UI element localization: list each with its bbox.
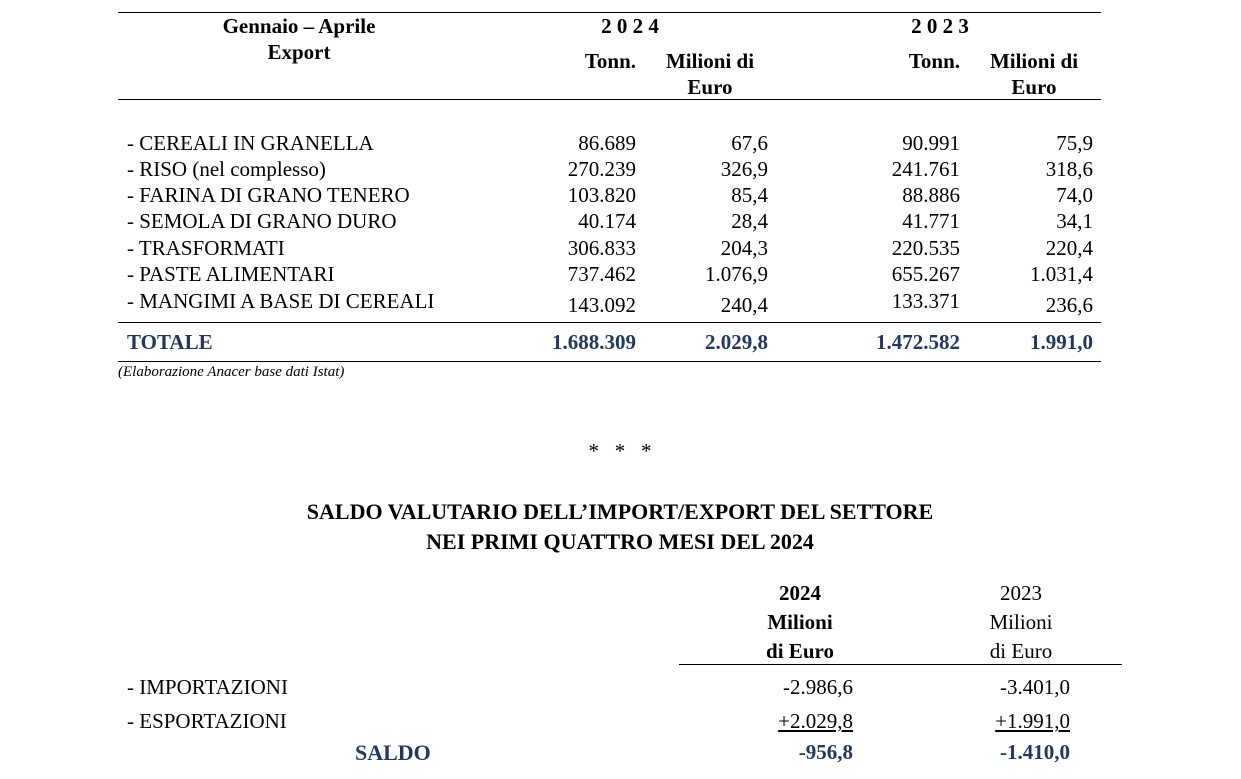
cell-tonn-2023: 241.761 — [891, 157, 960, 181]
esportazioni-label: - ESPORTAZIONI — [127, 709, 287, 733]
total-milioni-2023: 1.991,0 — [1030, 330, 1093, 354]
saldo-col-2023-line2: Milioni — [989, 610, 1053, 634]
row-label: - MANGIMI A BASE DI CEREALI — [127, 289, 435, 313]
cell-tonn-2023: 220.535 — [891, 236, 960, 260]
year-2024-header: 2 0 2 4 — [601, 14, 659, 38]
row-label: - SEMOLA DI GRANO DURO — [127, 209, 397, 233]
separator-stars: * * * — [588, 439, 652, 463]
cell-milioni-2023: 74,0 — [1056, 183, 1093, 207]
total-tonn-2023: 1.472.582 — [876, 330, 960, 354]
saldo-col-2024-year: 2024 — [779, 581, 821, 605]
total-tonn-2024: 1.688.309 — [552, 330, 636, 354]
total-milioni-2024: 2.029,8 — [705, 330, 768, 354]
cell-milioni-2023: 34,1 — [1056, 209, 1093, 233]
saldo-header-rule — [679, 664, 1122, 665]
cell-milioni-2024: 28,4 — [731, 209, 768, 233]
saldo-title-line2: NEI PRIMI QUATTRO MESI DEL 2024 — [426, 529, 814, 554]
cell-milioni-2024: 204,3 — [720, 236, 768, 260]
saldo-2023: -1.410,0 — [1000, 740, 1070, 764]
saldo-title-line1: SALDO VALUTARIO DELL’IMPORT/EXPORT DEL SETTORE — [306, 499, 934, 524]
row-label: - FARINA DI GRANO TENERO — [127, 183, 410, 207]
cell-tonn-2024: 143.092 — [567, 293, 636, 317]
corner-title-line1: Gennaio – Aprile — [222, 14, 376, 38]
cell-milioni-2024: 240,4 — [720, 293, 768, 317]
cell-tonn-2023: 133.371 — [891, 289, 960, 313]
cell-tonn-2023: 41.771 — [902, 209, 960, 233]
table-top-rule — [118, 12, 1101, 13]
source-note: (Elaborazione Anacer base dati Istat) — [118, 364, 345, 380]
cell-milioni-2024: 1.076,9 — [705, 262, 768, 286]
esportazioni-2023: +1.991,0 — [995, 709, 1070, 733]
importazioni-2024: -2.986,6 — [783, 675, 853, 699]
cell-milioni-2023: 318,6 — [1045, 157, 1093, 181]
esportazioni-2024: +2.029,8 — [778, 709, 853, 733]
header-bottom-rule — [118, 99, 1101, 100]
row-label: - PASTE ALIMENTARI — [127, 262, 335, 286]
col-tonn-2024: Tonn. — [584, 49, 636, 73]
saldo-col-2023-line3: di Euro — [989, 639, 1053, 663]
table-bottom-rule — [118, 361, 1101, 362]
year-2023-header: 2 0 2 3 — [911, 14, 969, 38]
saldo-2024: -956,8 — [798, 740, 853, 764]
corner-title-line2: Export — [267, 40, 331, 64]
cell-tonn-2023: 655.267 — [891, 262, 960, 286]
cell-tonn-2023: 88.886 — [902, 183, 960, 207]
cell-tonn-2024: 737.462 — [567, 262, 636, 286]
cell-milioni-2024: 67,6 — [731, 131, 768, 155]
col-milioni-2024-line1: Milioni di — [665, 49, 755, 73]
cell-tonn-2024: 86.689 — [578, 131, 636, 155]
cell-tonn-2023: 90.991 — [902, 131, 960, 155]
saldo-label: SALDO — [355, 740, 431, 765]
col-milioni-2023-line2: Euro — [1011, 75, 1057, 99]
col-milioni-2024-line2: Euro — [687, 75, 733, 99]
importazioni-2023: -3.401,0 — [1000, 675, 1070, 699]
cell-tonn-2024: 270.239 — [567, 157, 636, 181]
total-label: TOTALE — [127, 330, 213, 354]
row-label: - TRASFORMATI — [127, 236, 285, 260]
saldo-col-2023-year: 2023 — [1000, 581, 1042, 605]
saldo-col-2024-line2: Milioni — [767, 610, 833, 634]
cell-milioni-2024: 85,4 — [731, 183, 768, 207]
row-label: - RISO (nel complesso) — [127, 157, 326, 181]
importazioni-label: - IMPORTAZIONI — [127, 675, 288, 699]
cell-tonn-2024: 103.820 — [567, 183, 636, 207]
col-milioni-2023-line1: Milioni di — [989, 49, 1079, 73]
cell-milioni-2024: 326,9 — [720, 157, 768, 181]
total-top-rule — [118, 322, 1101, 323]
cell-tonn-2024: 40.174 — [578, 209, 636, 233]
cell-milioni-2023: 75,9 — [1056, 131, 1093, 155]
col-tonn-2023: Tonn. — [908, 49, 960, 73]
cell-tonn-2024: 306.833 — [567, 236, 636, 260]
cell-milioni-2023: 220,4 — [1045, 236, 1093, 260]
row-label: - CEREALI IN GRANELLA — [127, 131, 374, 155]
cell-milioni-2023: 1.031,4 — [1030, 262, 1093, 286]
saldo-col-2024-line3: di Euro — [766, 639, 834, 663]
cell-milioni-2023: 236,6 — [1045, 293, 1093, 317]
